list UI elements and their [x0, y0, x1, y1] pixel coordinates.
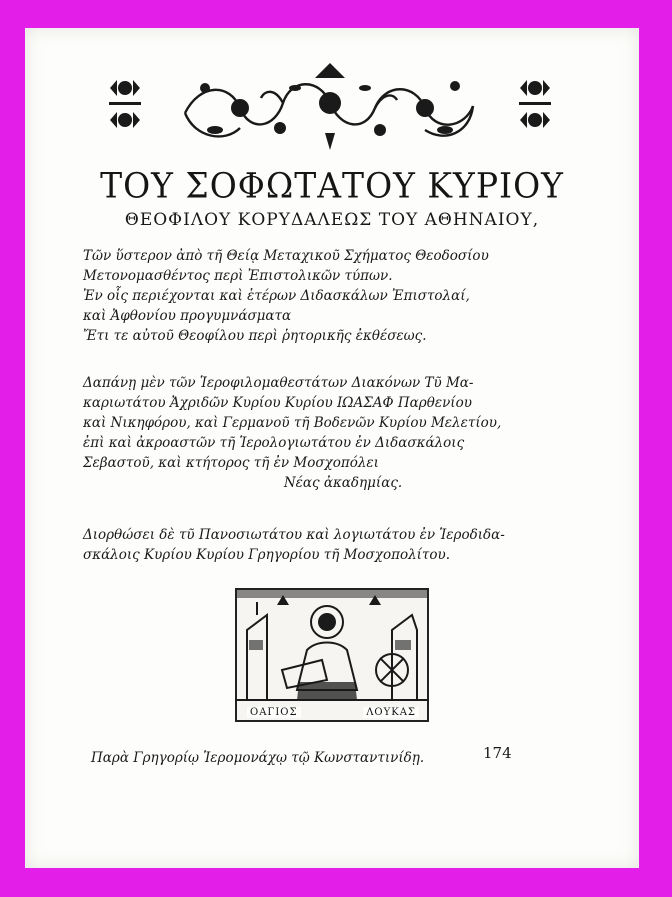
author-line: ΘΕΟΦΙΛΟΥ ΚΟΡΥΔΑΛΕΩΣ ΤΟΥ ΑΘΗΝΑΙΟΥ,	[124, 210, 540, 230]
floral-headpiece-ornament	[25, 58, 639, 153]
book-title: ΤΟΥ ΣΟΦΩΤΑΤΟΥ ΚΥΡΙΟΥ	[100, 165, 564, 206]
saint-luke-woodcut-icon	[237, 590, 427, 720]
text-line: Νέας ἀκαδημίας.	[283, 475, 403, 491]
text-line: καὶ Νικηφόρου, καὶ Γερμανοῦ τῆ Βοδενῶν Κυρίου Μελετίου,	[83, 415, 502, 431]
sponsorship-paragraph	[83, 373, 603, 493]
text-line: καριωτάτου Ἀχριδῶν Κυρίου Κυρίου ΙΩΑΣΑΦ Παρθενίου	[83, 395, 472, 411]
text-line: σκάλοις Κυρίου Κυρίου Γρηγορίου τῆ Μοσχοπολίτου.	[83, 547, 451, 563]
editor-paragraph	[83, 525, 603, 565]
text-line: καὶ Ἀφθονίου προγυμνάσματα	[83, 308, 292, 324]
fleuron-ornament	[519, 80, 551, 128]
text-line: Δαπάνῃ μὲν τῶν Ἱεροφιλομαθεστάτων Διακόνων Τῦ Μα-	[83, 375, 474, 391]
text-line: Διορθώσει δὲ τῦ Πανοσιωτάτου καὶ λογιωτάτου ἐν Ἱεροδιδα-	[83, 527, 505, 543]
fleuron-ornament	[109, 80, 141, 128]
book-page	[25, 28, 639, 868]
text-line: Τῶν ὕστερον ἀπὸ τῆ Θείᾳ Μεταχικοῦ Σχήματος Θεοδοσίου	[83, 248, 489, 264]
printers-device-woodcut	[235, 588, 429, 722]
title-description	[83, 246, 603, 346]
headpiece-ornament-row	[25, 58, 639, 153]
text-line: ἐπὶ καὶ ἀκροαστῶν τῆ Ἱερολογιωτάτου ἐν Διδασκάλοις	[83, 435, 465, 451]
text-line: Σεβαστοῦ, καὶ κτήτορος τῆ ἐν Μοσχοπόλει	[83, 455, 379, 471]
printer-imprint: Παρὰ Γρηγορίῳ Ἱερομονάχῳ τῷ Κωνσταντινίδῃ.	[91, 750, 425, 766]
woodcut-caption-left: ΟΑΓΙΟΣ	[247, 707, 301, 718]
woodcut-caption-right: ΛΟΥΚΑΣ	[363, 707, 419, 718]
text-line: Μετονομασθέντος περὶ Ἐπιστολικῶν τύπων.	[83, 268, 393, 284]
text-line: Ἔτι τε αὐτοῦ Θεοφίλου περὶ ῥητορικῆς ἐκθέσεως.	[83, 328, 427, 344]
page-number: 174	[483, 744, 512, 762]
text-line: Ἐν οἷς περιέχονται καὶ ἑτέρων Διδασκάλων Ἐπιστολαί,	[83, 288, 470, 304]
